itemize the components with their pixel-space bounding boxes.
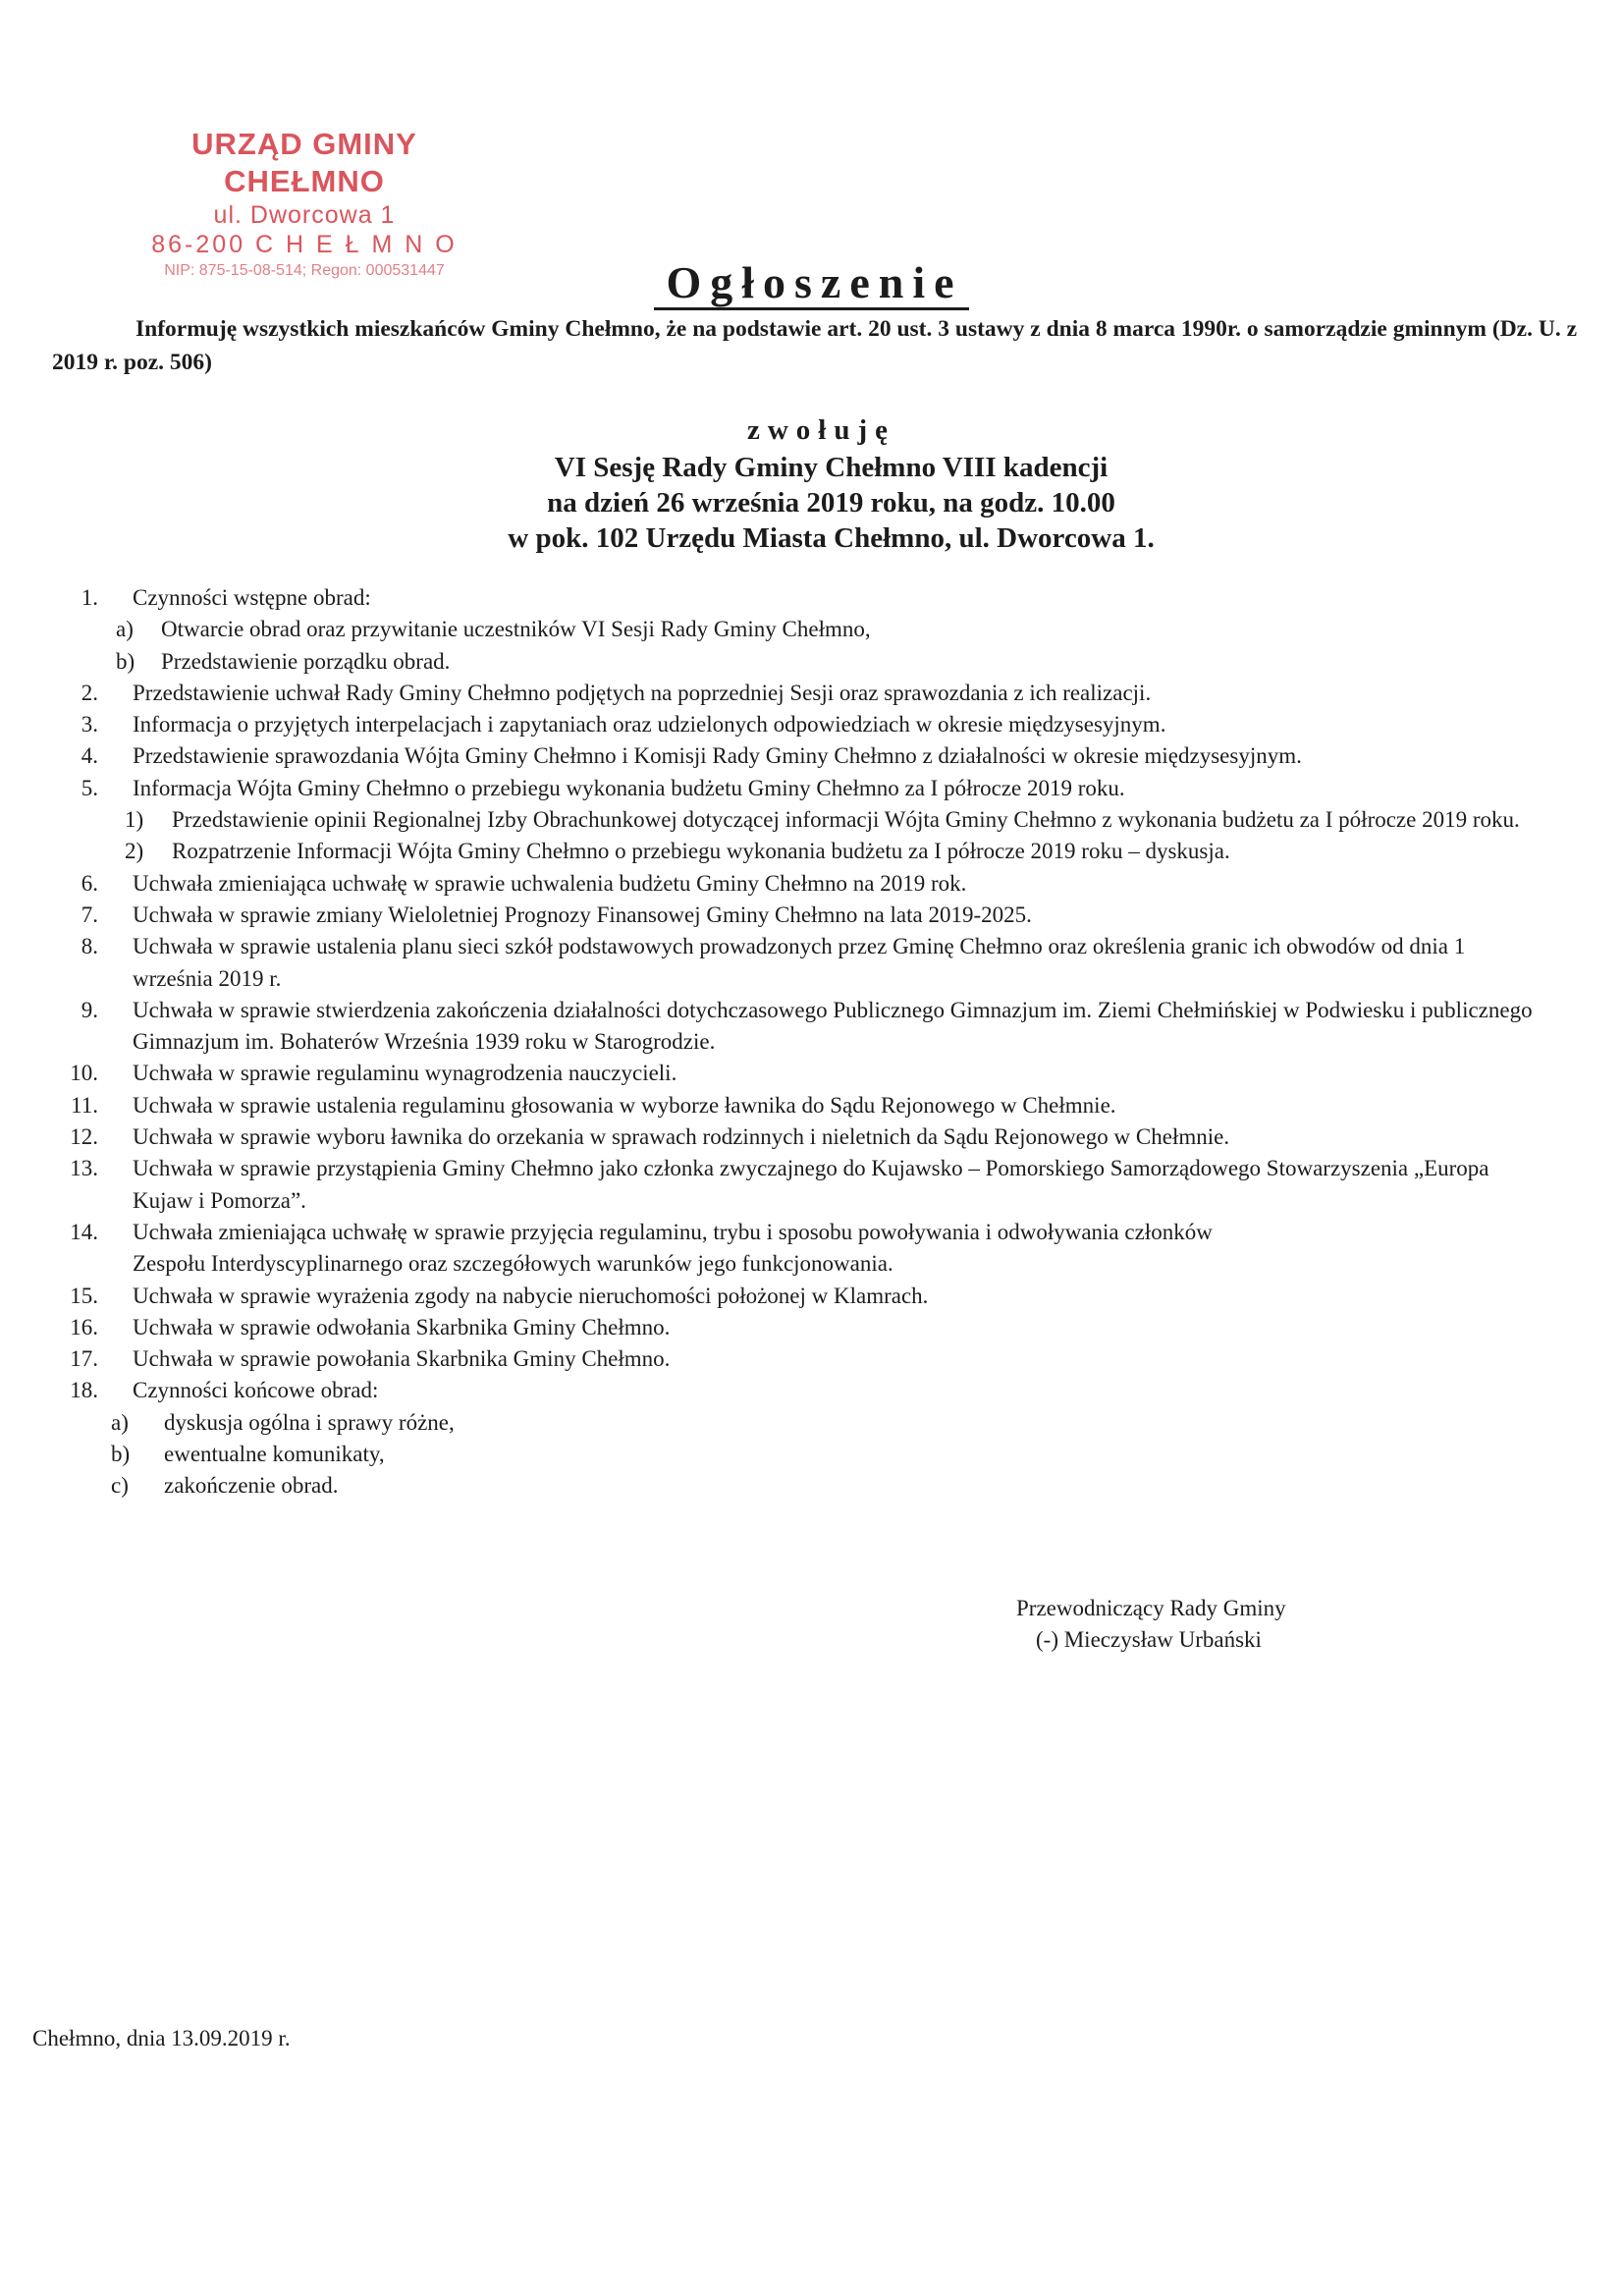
agenda-item xyxy=(0,740,1623,772)
agenda-item-text: Informacja o przyjętych interpelacjach i zapytaniach oraz udzielonych odpowiedziach w okresie międzysesyjnym. xyxy=(133,712,1166,738)
agenda-item-text: Czynności końcowe obrad: xyxy=(133,1378,379,1403)
agenda-item-number: 5. xyxy=(81,775,98,800)
agenda-item-number: 17. xyxy=(70,1346,98,1372)
agenda-item-text: Uchwała w sprawie przystąpienia Gminy Chełmno jako członka zwyczajnego do Kujawsko – Pomorskiego Samorządowego Stowarzyszenia „Europa Kujaw i Pomorza”. xyxy=(133,1156,1489,1213)
agenda-item-text: Uchwała w sprawie stwierdzenia zakończenia działalności dotychczasowego Publicznego Gimnazjum im. Ziemi Chełmińskiej w Podwiesku i publicznego Gimnazjum im. Bohaterów Września 1939 roku w Starogrodzie. xyxy=(133,997,1533,1055)
agenda-item-text: Uchwała w sprawie wyboru ławnika do orzekania w sprawach rodzinnych i nieletnich da Sądu Rejonowego w Chełmnie. xyxy=(133,1124,1230,1150)
agenda-subitem xyxy=(0,646,1623,678)
agenda-item xyxy=(0,709,1623,740)
agenda-item-number: 18. xyxy=(70,1378,98,1403)
agenda-item-text: Uchwała w sprawie wyrażenia zgody na nabycie nieruchomości położonej w Klamrach. xyxy=(133,1283,929,1308)
agenda-item-text: dyskusja ogólna i sprawy różne, xyxy=(164,1409,455,1435)
stamp-street: ul. Dworcowa 1 xyxy=(213,201,396,229)
agenda-item-number: 12. xyxy=(70,1124,98,1150)
agenda-subitem xyxy=(0,836,1623,867)
agenda-item-text: ewentualne komunikaty, xyxy=(164,1442,385,1467)
agenda-item-text: Uchwała w sprawie odwołania Skarbnika Gminy Chełmno. xyxy=(133,1314,671,1339)
agenda-item-number: 13. xyxy=(70,1156,98,1181)
agenda-item-number: b) xyxy=(116,648,135,674)
intro-paragraph: Informuję wszystkich mieszkańców Gminy Chełmno, że na podstawie art. 20 ust. 3 ustawy z dnia 8 marca 1990r. o samorządzie gminnym (Dz. U. z 2019 r. poz. 506) xyxy=(52,316,1578,375)
agenda-item-text: Otwarcie obrad oraz przywitanie uczestników VI Sesji Rady Gminy Chełmno, xyxy=(161,617,871,642)
agenda-item-number: 6. xyxy=(81,870,98,896)
agenda-item-number: a) xyxy=(111,1409,129,1435)
agenda-item-text: Uchwała w sprawie regulaminu wynagrodzenia nauczycieli. xyxy=(133,1061,677,1086)
agenda-item xyxy=(0,1281,1623,1312)
agenda-item-text: Uchwała w sprawie powołania Skarbnika Gminy Chełmno. xyxy=(133,1346,671,1372)
signatory-role: Przewodniczący Rady Gminy xyxy=(1016,1596,1286,1620)
agenda-item xyxy=(0,931,1623,995)
agenda-item-text: Uchwała w sprawie ustalenia planu sieci szkół podstawowych prowadzonych przez Gminę Chełmno oraz określenia granic ich obwodów od dnia 1 września 2019 r. xyxy=(133,934,1466,991)
agenda-item-text: Uchwała zmieniająca uchwałę w sprawie przyjęcia regulaminu, trybu i sposobu powoływania i odwoływania członków Zespołu Interdyscyplinarnego oraz szczegółowych warunków jego funkcjonowania. xyxy=(133,1219,1213,1277)
convene-verb: zwołuję xyxy=(746,414,896,446)
agenda-item-number: 9. xyxy=(81,997,98,1022)
agenda-item-number: a) xyxy=(116,617,134,642)
session-location: w pok. 102 Urzędu Miasta Chełmno, ul. Dworcowa 1. xyxy=(508,522,1155,554)
agenda-item-text: Rozpatrzenie Informacji Wójta Gminy Chełmno o przebiegu wykonania budżetu za I półrocze 2019 roku – dyskusja. xyxy=(172,839,1230,864)
agenda-item-number: 8. xyxy=(81,934,98,959)
agenda-item-number: 4. xyxy=(81,743,98,769)
stamp-postal-city: 86-200 C H E Ł M N O xyxy=(151,231,458,258)
agenda-item-number: 16. xyxy=(70,1314,98,1339)
session-convening-block xyxy=(0,410,1623,556)
session-name: VI Sesję Rady Gminy Chełmno VIII kadencji xyxy=(554,452,1109,483)
agenda-item xyxy=(0,900,1623,931)
session-date-time: na dzień 26 września 2019 roku, na godz. 10.00 xyxy=(547,487,1115,519)
agenda-item xyxy=(0,1375,1623,1406)
agenda-item-text: Uchwała w sprawie ustalenia regulaminu głosowania w wyborze ławnika do Sądu Rejonowego w Chełmnie. xyxy=(133,1092,1116,1118)
agenda-item xyxy=(0,1217,1623,1281)
agenda-item-text: Przedstawienie opinii Regionalnej Izby Obrachunkowej dotyczącej informacji Wójta Gminy Chełmno z wykonania budżetu za I półrocze 2019 roku. xyxy=(172,807,1520,833)
agenda-item xyxy=(0,1153,1623,1217)
title-text: Ogłoszenie xyxy=(654,257,968,310)
announcement-title xyxy=(0,253,1623,312)
agenda-item xyxy=(0,1121,1623,1153)
agenda-item xyxy=(0,1343,1623,1375)
agenda-item xyxy=(0,678,1623,709)
agenda-item xyxy=(0,1312,1623,1343)
agenda-item-number: 1. xyxy=(81,585,98,610)
agenda-item-text: Informacja Wójta Gminy Chełmno o przebiegu wykonania budżetu Gminy Chełmno za I półrocze 2019 roku. xyxy=(133,775,1125,800)
agenda-item-number: c) xyxy=(111,1473,129,1499)
agenda-subitem xyxy=(0,614,1623,645)
agenda-subitem xyxy=(0,1470,1623,1502)
agenda-item xyxy=(0,995,1623,1059)
agenda-item-number: 11. xyxy=(71,1092,98,1118)
agenda-list xyxy=(0,582,1623,1503)
agenda-item-text: Czynności wstępne obrad: xyxy=(133,585,371,610)
agenda-item-number: 2) xyxy=(125,839,144,864)
signature-block xyxy=(1016,1593,1286,1656)
agenda-item-number: 15. xyxy=(70,1283,98,1308)
agenda-item-number: 2. xyxy=(81,680,98,705)
agenda-subitem xyxy=(0,1439,1623,1470)
agenda-item-text: zakończenie obrad. xyxy=(164,1473,339,1499)
agenda-item-text: Przedstawienie porządku obrad. xyxy=(161,648,451,674)
stamp-tax-ids: NIP: 875-15-08-514; Regon: 000531447 xyxy=(164,262,445,279)
agenda-item xyxy=(0,868,1623,900)
agenda-subitem xyxy=(0,1407,1623,1439)
agenda-item-number: 3. xyxy=(81,712,98,738)
agenda-item xyxy=(0,773,1623,804)
stamp-office-name: URZĄD GMINY CHEŁMNO xyxy=(191,127,417,198)
signatory-name: (-) Mieczysław Urbański xyxy=(1036,1627,1262,1652)
place-and-date: Chełmno, dnia 13.09.2019 r. xyxy=(32,2026,291,2050)
agenda-item-number: b) xyxy=(111,1442,131,1467)
agenda-item-text: Przedstawienie sprawozdania Wójta Gminy Chełmno i Komisji Rady Gminy Chełmno z działalności w okresie międzysesyjnym. xyxy=(133,743,1302,769)
agenda-item xyxy=(0,1058,1623,1089)
agenda-item-number: 7. xyxy=(81,902,98,927)
agenda-subitem xyxy=(0,804,1623,836)
agenda-item-number: 10. xyxy=(70,1061,98,1086)
agenda-item xyxy=(0,1090,1623,1121)
agenda-item xyxy=(0,582,1623,614)
agenda-item-number: 14. xyxy=(70,1219,98,1244)
agenda-item-text: Uchwała zmieniająca uchwałę w sprawie uchwalenia budżetu Gminy Chełmno na 2019 rok. xyxy=(133,870,967,896)
agenda-item-text: Przedstawienie uchwał Rady Gminy Chełmno podjętych na poprzedniej Sesji oraz sprawozdania z ich realizacji. xyxy=(133,680,1152,705)
agenda-item-number: 1) xyxy=(125,807,144,833)
agenda-item-text: Uchwała w sprawie zmiany Wieloletniej Prognozy Finansowej Gminy Chełmno na lata 2019-2025. xyxy=(133,902,1032,927)
